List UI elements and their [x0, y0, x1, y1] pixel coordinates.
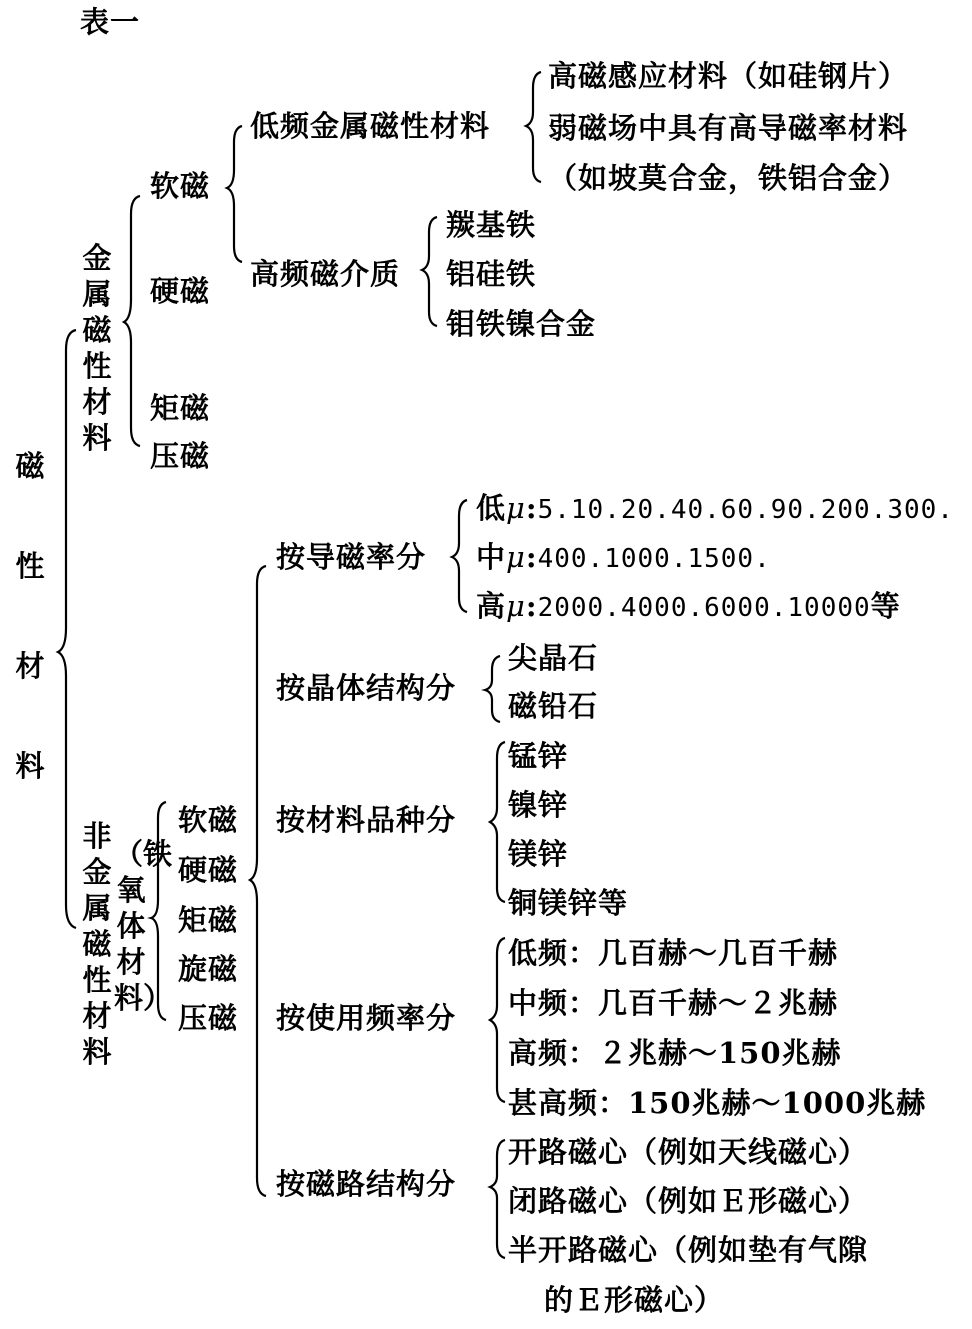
nonmetal-label: 非金属磁性材料 [82, 819, 112, 1069]
lowfreq-item: （如坡莫合金，铁铝合金） [548, 161, 909, 195]
path-item: 开路磁心（例如天线磁心） [508, 1135, 869, 1169]
path-label: 按磁路结构分 [276, 1167, 457, 1201]
path-item: 闭路磁心（例如Ｅ形磁心） [508, 1184, 869, 1218]
material-item: 铜镁锌等 [508, 886, 629, 920]
ferrite-type: 旋磁 [178, 952, 239, 986]
crystal-item: 尖晶石 [508, 641, 599, 675]
perm-low: 低μ:5.10.20.40.60.90.200.300. [476, 491, 954, 525]
highfreq-label: 高频磁介质 [250, 257, 401, 291]
highfreq-item: 钼铁镍合金 [446, 307, 597, 341]
soft-bracket [227, 126, 242, 262]
root-bracket [58, 330, 76, 928]
highfreq-item: 铝硅铁 [446, 257, 537, 291]
lowfreq-label: 低频金属磁性材料 [250, 109, 491, 143]
freq-item: 高频：２兆赫～150兆赫 [508, 1036, 842, 1070]
perm-high: 高μ:2000.4000.6000.10000等 [476, 589, 901, 623]
crystal-bracket [485, 656, 500, 722]
metal-bracket [124, 196, 140, 446]
lowfreq-item: 高磁感应材料（如硅钢片） [548, 59, 909, 93]
ferrite-type: 软磁 [178, 803, 239, 837]
freq-item: 低频：几百赫～几百千赫 [508, 936, 839, 970]
material-label: 按材料品种分 [276, 803, 457, 837]
path-item: 的Ｅ形磁心） [544, 1283, 725, 1317]
crystal-item: 磁铅石 [508, 689, 599, 723]
lowfreq-item: 弱磁场中具有高导磁率材料 [548, 111, 909, 145]
root-label: 磁性材料 [15, 449, 45, 783]
metal-label: 金属磁性材料 [82, 241, 112, 455]
ferrite-paren: （铁氧体材料） [114, 837, 173, 1015]
material-item: 镍锌 [508, 788, 569, 822]
ferrite-type: 压磁 [178, 1001, 239, 1035]
highfreq-item: 羰基铁 [446, 208, 537, 242]
metal-hard: 硬磁 [150, 274, 211, 308]
ferrite-type: 硬磁 [178, 853, 239, 887]
material-bracket [490, 742, 505, 902]
path-item: 半开路磁心（例如垫有气隙 [508, 1233, 869, 1267]
table-caption: 表一 [80, 5, 141, 39]
material-item: 锰锌 [508, 739, 569, 773]
freq-bracket [490, 938, 505, 1102]
perm-label: 按导磁率分 [276, 540, 427, 574]
freq-item: 甚高频：150兆赫～1000兆赫 [508, 1086, 927, 1120]
crystal-label: 按晶体结构分 [276, 671, 457, 705]
ferrite-type: 矩磁 [178, 903, 239, 937]
metal-soft: 软磁 [150, 169, 211, 203]
metal-press: 压磁 [150, 439, 211, 473]
material-item: 镁锌 [508, 837, 569, 871]
freq-item: 中频：几百千赫～２兆赫 [508, 986, 839, 1020]
path-bracket [490, 1140, 505, 1258]
highfreq-bracket [422, 217, 437, 326]
perm-bracket [452, 500, 467, 612]
freq-label: 按使用频率分 [276, 1001, 457, 1035]
perm-mid: 中μ:400.1000.1500. [476, 540, 771, 574]
classify-bracket [250, 566, 266, 1196]
lowfreq-bracket [526, 72, 541, 182]
metal-rect: 矩磁 [150, 391, 211, 425]
